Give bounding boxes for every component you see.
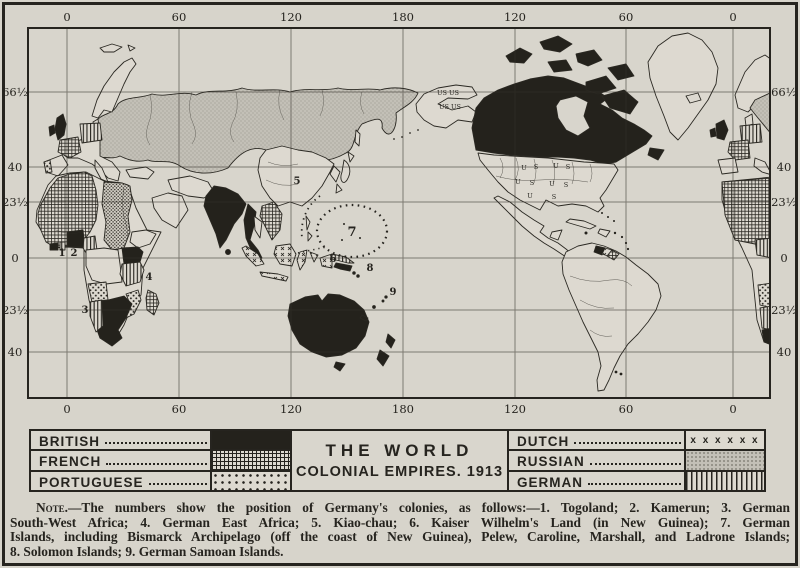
egypt-sudan bbox=[102, 182, 132, 250]
tonga-dot bbox=[382, 300, 384, 302]
axis-tick-bottom: 60 bbox=[171, 402, 187, 416]
marker-kaiser-wilhelms-land: 6 bbox=[329, 254, 337, 265]
legend-label: BRITISH bbox=[39, 434, 100, 449]
axis-tick-right: 0 bbox=[780, 251, 788, 265]
axis-tick-top: 60 bbox=[171, 10, 187, 24]
note-line: Islands, including Bismarck Archipelago (off the coast of New Guinea), Pelew, Caroline, Marshall, and Ladrone Islands; bbox=[10, 529, 790, 545]
svg-text:S: S bbox=[529, 179, 535, 187]
note-label: Note. bbox=[36, 500, 69, 515]
svg-text:U: U bbox=[553, 162, 559, 170]
marker-german-sw-africa: 3 bbox=[81, 305, 89, 316]
axis-tick-left: 66½ bbox=[2, 85, 28, 99]
map-title-line1: THE WORLD bbox=[325, 441, 474, 460]
marker-kiao-chau: 5 bbox=[293, 176, 301, 187]
axis-tick-bottom: 60 bbox=[618, 402, 634, 416]
germany-striped bbox=[80, 123, 102, 143]
iberia-right bbox=[718, 158, 738, 174]
legend-right bbox=[507, 429, 766, 492]
axis-tick-top: 0 bbox=[63, 10, 71, 24]
legend-row-german bbox=[509, 472, 764, 490]
svg-text:U: U bbox=[515, 178, 521, 186]
dotted-leader bbox=[590, 451, 681, 464]
swatch-british bbox=[210, 431, 290, 449]
axis-tick-left: 40 bbox=[7, 160, 23, 174]
fiji bbox=[373, 306, 376, 309]
swatch-french bbox=[210, 451, 290, 469]
legend-label: DUTCH bbox=[517, 434, 570, 449]
dotted-leader bbox=[105, 431, 207, 444]
axis-tick-bottom: 120 bbox=[504, 402, 526, 416]
gold-coast-british bbox=[50, 243, 58, 250]
legend-left bbox=[29, 429, 292, 492]
note-block bbox=[10, 501, 790, 559]
axis-tick-bottom: 180 bbox=[392, 402, 414, 416]
ceylon bbox=[226, 250, 231, 255]
axis-tick-left: 23½ bbox=[2, 303, 28, 317]
legend-row-british bbox=[31, 431, 290, 451]
ireland-right bbox=[710, 128, 716, 137]
marker-german-east-africa: 4 bbox=[145, 272, 153, 283]
legend-label: FRENCH bbox=[39, 454, 102, 470]
congo bbox=[86, 248, 122, 284]
alaska-label: US US bbox=[437, 89, 459, 97]
samoa-dot bbox=[385, 296, 387, 298]
dotted-leader bbox=[574, 431, 681, 444]
legend-row-russian bbox=[509, 451, 764, 471]
axis-tick-top: 120 bbox=[280, 10, 302, 24]
dotted-leader bbox=[106, 451, 207, 464]
swatch-dutch: x x x x x x bbox=[684, 431, 764, 449]
map-title-line2: COLONIAL EMPIRES. 1913 bbox=[295, 464, 504, 480]
axis-tick-left: 0 bbox=[11, 251, 19, 265]
dotted-leader bbox=[149, 472, 207, 485]
note-text: —The numbers show the position of Germany's colonies, as follows:—1. Togoland; 2. Kamerun; 3. German bbox=[68, 500, 790, 515]
marker-german-islands: 7 bbox=[347, 225, 357, 240]
legend-label: PORTUGUESE bbox=[39, 474, 144, 490]
axis-tick-right: 40 bbox=[776, 345, 792, 359]
axis-tick-top: 180 bbox=[392, 10, 414, 24]
svg-text:U: U bbox=[549, 180, 555, 188]
axis-tick-top: 60 bbox=[618, 10, 634, 24]
axis-tick-bottom: 0 bbox=[729, 402, 737, 416]
svg-text:U: U bbox=[521, 164, 527, 172]
dotted-leader bbox=[588, 472, 681, 485]
solomon-dot bbox=[357, 275, 360, 278]
axis-tick-right: 23½ bbox=[771, 303, 797, 317]
legend-row-dutch bbox=[509, 431, 764, 451]
axis-tick-left: 23½ bbox=[2, 195, 28, 209]
marker-samoan-islands: 9 bbox=[389, 287, 397, 298]
swatch-russian bbox=[684, 451, 764, 469]
axis-tick-right: 23½ bbox=[771, 195, 797, 209]
solomon-dot bbox=[353, 272, 356, 275]
legend-row-french bbox=[31, 451, 290, 471]
axis-tick-top: 120 bbox=[504, 10, 526, 24]
note-line: South-West Africa; 4. German East Africa; 5. Kiao-chau; 6. Kaiser Wilhelm's Land (in New Guinea); 7. German bbox=[10, 514, 790, 530]
marker-solomon-islands: 8 bbox=[366, 263, 374, 274]
svg-text:S: S bbox=[563, 181, 569, 189]
legend-label: RUSSIAN bbox=[517, 454, 585, 470]
axis-tick-bottom: 120 bbox=[280, 402, 302, 416]
angola-portuguese bbox=[88, 282, 108, 302]
note-line bbox=[10, 501, 790, 516]
svg-text:S: S bbox=[565, 163, 571, 171]
axis-tick-left: 40 bbox=[7, 345, 23, 359]
nigeria-british bbox=[67, 230, 85, 247]
svg-text:S: S bbox=[551, 193, 557, 201]
axis-tick-right: 66½ bbox=[771, 85, 797, 99]
alaska-label: US US bbox=[439, 103, 461, 111]
legend-band bbox=[29, 429, 766, 492]
axis-tick-right: 40 bbox=[776, 160, 792, 174]
svg-text:S: S bbox=[533, 163, 539, 171]
marker-togoland: 1 bbox=[58, 248, 66, 259]
axis-tick-top: 0 bbox=[729, 10, 737, 24]
swatch-portuguese bbox=[210, 472, 290, 490]
british-east-africa bbox=[122, 247, 143, 264]
svg-text:U: U bbox=[527, 192, 533, 200]
axis-tick-bottom: 0 bbox=[63, 402, 71, 416]
legend-row-portuguese bbox=[31, 472, 290, 490]
marker-kamerun: 2 bbox=[70, 248, 78, 259]
map-title bbox=[292, 429, 507, 492]
note-line: 8. Solomon Islands; 9. German Samoan Islands. bbox=[10, 543, 284, 559]
swatch-german bbox=[684, 472, 764, 490]
legend-label: GERMAN bbox=[517, 474, 583, 490]
